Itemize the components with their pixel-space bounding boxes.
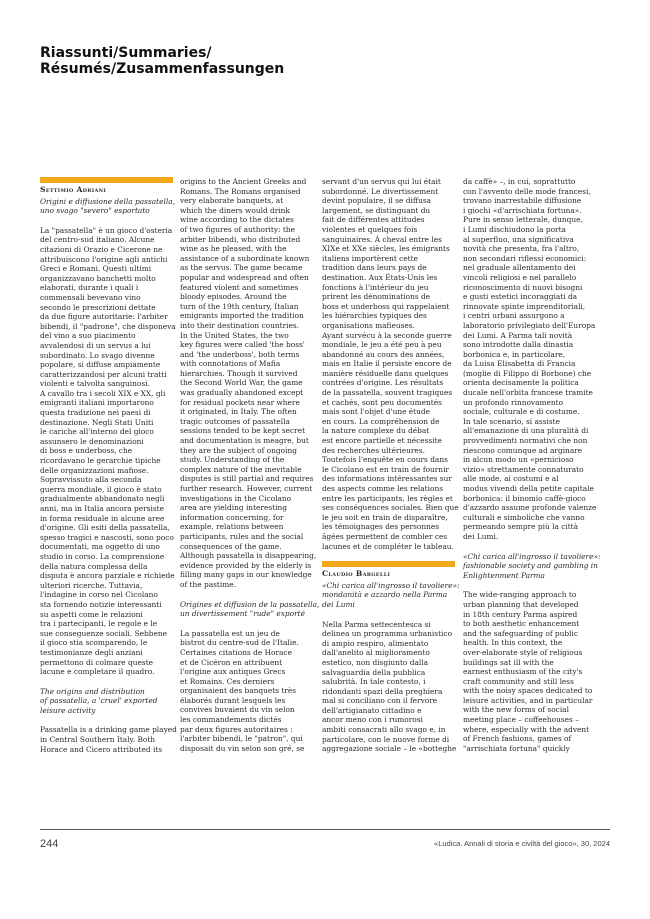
text-line: disputa è ancora parziale e richiede: [40, 571, 175, 581]
text-line: lacune e completare il quadro.: [40, 667, 155, 677]
text-line: of passatella, a 'cruel' exported: [40, 696, 158, 706]
text-line: which the diners would drink: [180, 205, 290, 215]
text-line: fait de différentes attitudes: [322, 215, 425, 225]
text-line: et cachés, sont peu documentés: [322, 397, 442, 407]
text-line: abandonné au cours des années,: [322, 349, 445, 359]
text-line: Pure in senso letterale, dunque,: [463, 215, 583, 225]
text-line: trovano inarrestabile diffusione: [463, 196, 582, 206]
text-line: in 18th century Parma aspired: [463, 609, 578, 619]
text-line: modus vivendi della petite capitale: [463, 484, 594, 493]
text-line: evidence provided by the elderly is: [180, 560, 312, 570]
text-line: d'origine. Gli esiti della passatella,: [40, 523, 170, 533]
text-line: les hiérarchies typiques des: [322, 311, 427, 321]
abstract-body-fr-cont: [322, 177, 459, 551]
text-line: Sopravvissuto alla seconda: [40, 475, 142, 485]
text-line: di ampio respiro, alimentato: [322, 638, 429, 648]
text-line: i Lumi dischiudono la porta: [463, 224, 566, 234]
text-line: leisure activities, and in particular: [463, 695, 593, 705]
text-line: d'azzardo assume profonde valenze: [463, 503, 597, 513]
text-line: servant d'un servus qui lui était: [322, 177, 441, 186]
text-line: les commandements dictés: [180, 715, 282, 725]
text-line: mais sont l'objet d'une étude: [322, 407, 431, 417]
text-line: violentes et quelques fois: [322, 224, 418, 234]
text-line: information concerning, for: [180, 512, 284, 522]
text-line: da Luisa Elisabetta di Francia: [463, 359, 576, 369]
text-line: «Chi carica all'ingrosso il tavoliere»:: [463, 551, 601, 561]
title-line-1: Riassunti/Summaries/: [40, 45, 212, 61]
text-line: entre les participants, les règles et: [322, 493, 453, 503]
text-line: organisaient des banquets très: [180, 686, 297, 696]
abstract-body-it: [322, 620, 455, 754]
accent-bar: [40, 177, 173, 183]
text-line: non secondari riflessi economici:: [463, 253, 587, 263]
text-line: guerra mondiale, il gioco è stato: [40, 484, 162, 494]
text-line: elaborati, durante i quali i: [40, 283, 139, 293]
text-line: bistrot du centre-sud de l'Italie.: [180, 638, 299, 648]
text-line: documentati, ma oggetto di uno: [40, 542, 160, 552]
text-line: boss et underboss qui rappelaient: [322, 301, 450, 311]
journal-citation: «Ludica. Annali di storia e civiltà del gioco», 30, 2024: [434, 839, 610, 848]
text-line: in Central Southern Italy. Both: [40, 735, 156, 745]
text-line: attribuiscono l'origine agli antichi: [40, 254, 168, 264]
text-line: un divertissement "rude" exporté: [180, 609, 305, 619]
text-line: La passatella est un jeu de: [180, 628, 280, 638]
text-line: (moglie di Filippo di Borbone) che: [463, 368, 592, 378]
text-line: su aspetti come le relazioni: [40, 609, 143, 619]
text-line: i centri urbani assurgono a: [463, 311, 565, 321]
text-line: hierarchies. Though it survived: [180, 368, 298, 378]
text-line: The origins and distribution: [40, 686, 145, 696]
column-4: [463, 177, 601, 753]
text-line: and the safeguarding of public: [463, 628, 578, 638]
text-line: novità che presenta, fra l'altro,: [463, 244, 580, 254]
column-1: [40, 177, 177, 754]
abstract-body-it: [40, 225, 176, 677]
text-line: ambiti consacrati allo svago e, in: [322, 725, 446, 735]
text-line: del centro-sud italiano. Alcune: [40, 235, 155, 245]
text-line: permettono di colmare queste: [40, 657, 154, 667]
text-line: da caffè» –, in cui, soprattutto: [463, 177, 576, 186]
text-line: the Second World War, the game: [180, 378, 303, 388]
text-line: of French fashions, games of: [463, 734, 572, 744]
text-line: urban planning that developed: [463, 599, 579, 609]
text-line: ancor meno con i rumorosi: [322, 715, 423, 725]
text-line: example, relations between: [180, 522, 284, 532]
text-line: disposait du vin selon son gré, se: [180, 743, 305, 753]
text-line: un profondo rinnovamento: [463, 397, 564, 407]
accent-bar: [322, 561, 455, 567]
author-name: Settimio Adriani: [40, 185, 107, 194]
text-line: riconoscimento di nuovi bisogni: [463, 282, 583, 292]
text-line: organisations mafieuses.: [322, 320, 415, 330]
text-line: of the pastime.: [180, 579, 236, 589]
text-line: permeando sempre più la città: [463, 522, 579, 532]
text-line: italiens importèrent cette: [322, 253, 418, 263]
text-line: devint populaire, il se diffusa: [322, 196, 432, 206]
text-line: mal si conciliano con il fervore: [322, 696, 438, 706]
text-line: studio in corso. La comprensione: [40, 551, 165, 561]
text-line: convives buvaient du vin selon: [180, 705, 295, 715]
text-line: prirent les dénominations de: [322, 292, 431, 302]
text-line: complex nature of the inevitable: [180, 464, 302, 474]
text-line: vincoli religiosi e nel parallelo: [463, 272, 577, 282]
abstract-body-fr: [180, 629, 313, 754]
text-line: and documentation is meagre, but: [180, 436, 309, 446]
text-line: where, especially with the advent: [463, 724, 590, 734]
text-line: with the noisy spaces dedicated to: [463, 686, 593, 696]
text-line: riescono comunque ad arginare: [463, 445, 583, 455]
text-line: secondo le prescrizioni dettate: [40, 302, 156, 312]
text-line: les témoignages des personnes: [322, 522, 440, 532]
abstract-title-it: [40, 197, 173, 216]
text-line: salubrità. In tale contesto, i: [322, 677, 426, 687]
text-line: was gradually abandoned except: [180, 388, 304, 398]
text-line: le Cicolano est en train de fournir: [322, 464, 449, 474]
page-number: 244: [40, 838, 59, 850]
text-line: aggregazione sociale – le «botteghe: [322, 744, 457, 754]
text-line: tra i partecipanti, le regole e le: [40, 619, 158, 629]
author-name: Claudio Bargelli: [322, 569, 391, 579]
text-line: disputes is still partial and requires: [180, 474, 314, 484]
text-line: sono introdotte dalla dinastia: [463, 340, 574, 350]
text-line: Passatella is a drinking game played: [40, 725, 177, 735]
text-line: dei Lumi. A Parma tali novità: [463, 330, 573, 340]
text-line: mondanità e azzardo nella Parma: [322, 590, 448, 600]
text-line: di boss e underboss, che: [40, 446, 133, 456]
text-line: bibendi, il "padrone", che disponeva: [40, 321, 176, 331]
text-line: fashionable society and gambling in: [463, 561, 598, 571]
text-line: questa tradizione nei paesi di: [40, 408, 151, 418]
text-line: Romans. The Romans organised: [180, 186, 301, 196]
text-line: area are yielding interesting: [180, 503, 287, 513]
text-line: organizzavano banchetti molto: [40, 273, 156, 283]
text-line: et de Cicéron en attribuent: [180, 657, 283, 667]
text-line: La "passatella" è un gioco d'osteria: [40, 225, 173, 235]
text-line: largement, se distinguant du: [322, 205, 431, 215]
text-line: Toutefois l'enquête en cours dans: [322, 455, 448, 465]
text-line: citazioni di Orazio e Cicerone ne: [40, 244, 163, 254]
text-line: as the servus. The game became: [180, 263, 303, 273]
text-line: al superfluo, una significativa: [463, 234, 574, 244]
text-line: subordonné. Le divertissement: [322, 186, 439, 196]
text-line: dall'anelito al miglioramento: [322, 648, 430, 658]
text-line: with connotations of Mafia: [180, 359, 281, 369]
text-line: they are the subject of ongoing: [180, 445, 297, 455]
text-line: manière résiduelle dans quelques: [322, 368, 449, 378]
text-line: emigranti italiani importarono: [40, 398, 154, 408]
text-line: ricordavano le gerarchie tipiche: [40, 456, 161, 466]
text-line: anni, ma in Italia ancora persiste: [40, 504, 164, 513]
text-line: et Romains. Ces derniers: [180, 676, 275, 686]
text-line: filling many gaps in our knowledge: [180, 570, 312, 580]
text-line: i giochi «d'arrischiata fortuna».: [463, 205, 582, 215]
text-line: key figures were called 'the boss': [180, 340, 305, 350]
text-line: il gioco stia scomparendo, le: [40, 638, 148, 648]
text-line: nel graduale allentamento dei: [463, 263, 576, 273]
text-line: with the new forms of social: [463, 705, 569, 715]
text-line: destinazione. Negli Stati Uniti: [40, 417, 154, 427]
text-line: estetico, non disgiunto dalla: [322, 657, 428, 667]
text-line: leisure activity: [40, 705, 96, 715]
text-line: popolare, si diffuse ampiamente: [40, 360, 161, 370]
column-3: [322, 177, 460, 754]
text-line: lacunes et de compléter le tableau.: [322, 541, 454, 551]
abstract-body-en-cont: [180, 177, 317, 590]
text-line: salvaguardia della pubblica: [322, 667, 426, 677]
text-line: Origini e diffusione della passatella,: [40, 196, 175, 206]
text-line: A cavallo tra i secoli XIX e XX, gli: [40, 388, 166, 398]
text-line: into their destination countries.: [180, 320, 300, 330]
abstract-body-en: [40, 725, 177, 754]
text-line: borbonica e, in particolare,: [463, 349, 566, 359]
text-line: featured violent and sometimes: [180, 282, 299, 292]
text-line: est encore partielle et nécessite: [322, 436, 442, 446]
text-line: contrées d'origine. Les résultats: [322, 378, 444, 388]
text-line: investigations in the Cicolano: [180, 493, 292, 503]
text-line: del vino a suo piacimento: [40, 331, 136, 341]
text-line: subordinato. Lo svago divenne: [40, 350, 155, 360]
text-line: to both aesthetic enhancement: [463, 619, 580, 629]
text-line: le cariche all'interno del gioco: [40, 427, 154, 437]
text-line: buildings sat ill with the: [463, 657, 554, 667]
text-line: In tale scenario, si assiste: [463, 416, 561, 426]
text-line: da due figure autoritarie: l'arbiter: [40, 312, 168, 322]
text-line: alle mode, ai costumi e al: [463, 474, 559, 484]
text-line: wine as he pleased, with the: [180, 244, 287, 254]
text-line: fonctions à l'intérieur du jeu: [322, 282, 429, 292]
text-line: delinea un programma urbanistico: [322, 629, 453, 639]
text-line: mais en Italie il persiste encore de: [322, 359, 452, 369]
text-line: par deux figures autoritaires :: [180, 724, 293, 734]
text-line: uno svago "severo" esportato: [40, 206, 150, 216]
text-line: violenti e talvolta sanguinosi.: [40, 379, 150, 389]
text-line: âgées permettent de combler ces: [322, 531, 448, 541]
text-line: la nature complexe du débat: [322, 426, 430, 436]
text-line: l'indagine in corso nel Cicolano: [40, 590, 158, 600]
abstract-body-en: [463, 590, 596, 753]
text-line: craft community and still less: [463, 676, 574, 686]
text-line: study. Understanding of the: [180, 455, 285, 465]
text-line: des informations intéressantes sur: [322, 474, 452, 484]
text-line: l'arbiter bibendi, le "patron", qui: [180, 734, 303, 744]
text-line: emigrants imported the tradition: [180, 311, 304, 321]
text-line: dei Lumi.: [463, 531, 499, 541]
text-line: participants, rules and the social: [180, 531, 304, 541]
text-line: In the United States, the two: [180, 330, 289, 340]
text-line: con l'avvento delle mode francesi,: [463, 186, 591, 196]
text-line: meeting place – coffeehouses –: [463, 715, 579, 725]
text-line: culturali e simboliche che vanno: [463, 512, 585, 522]
text-line: testimonianze degli anziani: [40, 647, 143, 657]
abstract-title-it: [322, 580, 460, 610]
text-line: consequences of the game.: [180, 541, 282, 551]
page-title: [40, 45, 340, 77]
text-line: earnest enthusiasm of the city's: [463, 667, 583, 677]
text-line: further research. However, current: [180, 484, 313, 493]
text-line: delle organizzazioni mafiose.: [40, 465, 149, 475]
text-line: sue conseguenze sociali. Sebbene: [40, 628, 168, 638]
text-line: "arrischiata fortuna" quickly: [463, 743, 570, 753]
text-line: le jeu soit en train de disparaître,: [322, 512, 448, 522]
text-line: very elaborate banquets, at: [180, 196, 284, 206]
column-2: [180, 177, 320, 753]
text-line: mondiale, le jeu a été peu à peu: [322, 340, 442, 350]
text-line: l'origine aux antiques Grecs: [180, 667, 286, 677]
text-line: ridondanti spazi della preghiera: [322, 686, 443, 696]
text-line: avvalendosi di un servus a lui: [40, 340, 151, 350]
text-line: tragic outcomes of passatella: [180, 416, 290, 426]
text-line: e gusti estetici incoraggiati da: [463, 292, 578, 302]
text-line: for residual pockets near where: [180, 397, 300, 407]
text-line: spesso tragici e nascosti, sono poco: [40, 532, 174, 542]
abstract-body-it-cont: [463, 177, 596, 542]
text-line: Nella Parma settecentesca si: [322, 619, 431, 629]
text-line: health. In this context, the: [463, 638, 563, 648]
text-line: arbiter bibendi, who distributed: [180, 234, 301, 244]
text-line: wine according to the dictates: [180, 215, 294, 225]
text-line: gradualmente abbandonato negli: [40, 494, 165, 504]
text-line: Enlightenment Parma: [463, 570, 545, 580]
text-line: ulteriori ricerche. Tuttavia,: [40, 580, 143, 590]
text-line: des recherches ultérieures.: [322, 445, 425, 455]
text-line: sessions tended to be kept secret: [180, 426, 306, 436]
abstract-title-fr: [180, 599, 320, 619]
text-line: The wide-ranging approach to: [463, 590, 577, 600]
text-line: destination. Aux États-Unis les: [322, 272, 438, 282]
text-line: Greci e Romani. Questi ultimi: [40, 264, 152, 274]
text-line: of two figures of authority: the: [180, 224, 295, 234]
text-line: élaborés durant lesquels les: [180, 695, 286, 705]
title-line-2: Résumés/Zusammenfassungen: [40, 61, 285, 77]
text-line: en cours. La compréhension de: [322, 416, 440, 426]
text-line: ses conséquences sociales. Bien que: [322, 503, 459, 513]
text-line: sociale, culturale e di costume.: [463, 407, 580, 417]
text-line: origins to the Ancient Greeks and: [180, 177, 307, 186]
abstract-title-en: [40, 687, 173, 716]
text-line: Certaines citations de Horace: [180, 647, 292, 657]
text-line: sta fornendo notizie interessanti: [40, 599, 162, 609]
text-line: assunsero le denominazioni: [40, 436, 144, 446]
text-line: des aspects comme les relations: [322, 484, 444, 493]
text-line: «Chi carica all'ingrosso il tavoliere»:: [322, 580, 460, 590]
text-line: in forma residuale in alcune aree: [40, 513, 165, 523]
text-line: della natura complessa della: [40, 561, 148, 571]
text-line: bloody episodes. Around the: [180, 292, 287, 302]
footer-divider: [40, 829, 610, 830]
text-line: assistance of a subordinate known: [180, 253, 310, 263]
text-line: Origines et diffusion de la passatella,: [180, 599, 320, 609]
text-line: de la passatella, souvent tragiques: [322, 388, 453, 398]
text-line: XIXe et XXe siècles, les émigrants: [322, 244, 450, 254]
text-line: Although passatella is disappearing,: [180, 551, 317, 561]
text-line: dell'artigianato cittadino e: [322, 705, 422, 715]
text-line: orienta decisamente la politica: [463, 378, 579, 388]
text-line: caratterizzandosi per alcuni tratti: [40, 369, 167, 379]
text-line: particolare, con le nuove forme di: [322, 734, 450, 744]
text-line: all'emanazione di una pluralità di: [463, 426, 589, 436]
text-line: Ayant survécu à la seconde guerre: [322, 330, 452, 340]
text-line: vizio» strettamente connaturato: [463, 464, 584, 474]
text-line: tradition dans leurs pays de: [322, 263, 427, 273]
text-line: and 'the underboss', both terms: [180, 349, 300, 359]
abstract-title-en: [463, 551, 601, 581]
text-line: it originated, in Italy. The often: [180, 407, 297, 417]
text-line: laboratorio privilegiato dell'Europa: [463, 320, 596, 330]
text-line: dei Lumi: [322, 599, 355, 609]
text-line: turn of the 19th century, Italian: [180, 301, 299, 311]
text-line: rinnovate spinte imprenditoriali,: [463, 301, 586, 311]
text-line: sanguinaires. À cheval entre les: [322, 234, 442, 244]
text-line: provvedimenti normativi che non: [463, 436, 588, 446]
text-line: Horace and Cicero attributed its: [40, 744, 163, 754]
text-line: over-elaborate style of religious: [463, 647, 583, 657]
text-line: popular and widespread and often: [180, 272, 309, 282]
text-line: commensali bevevano vino: [40, 292, 141, 302]
text-line: ducale nell'orbita francese tramite: [463, 388, 593, 398]
text-line: in alcun modo un «pernicioso: [463, 455, 574, 465]
text-line: borbonica: il binomio caffè-gioco: [463, 493, 586, 503]
